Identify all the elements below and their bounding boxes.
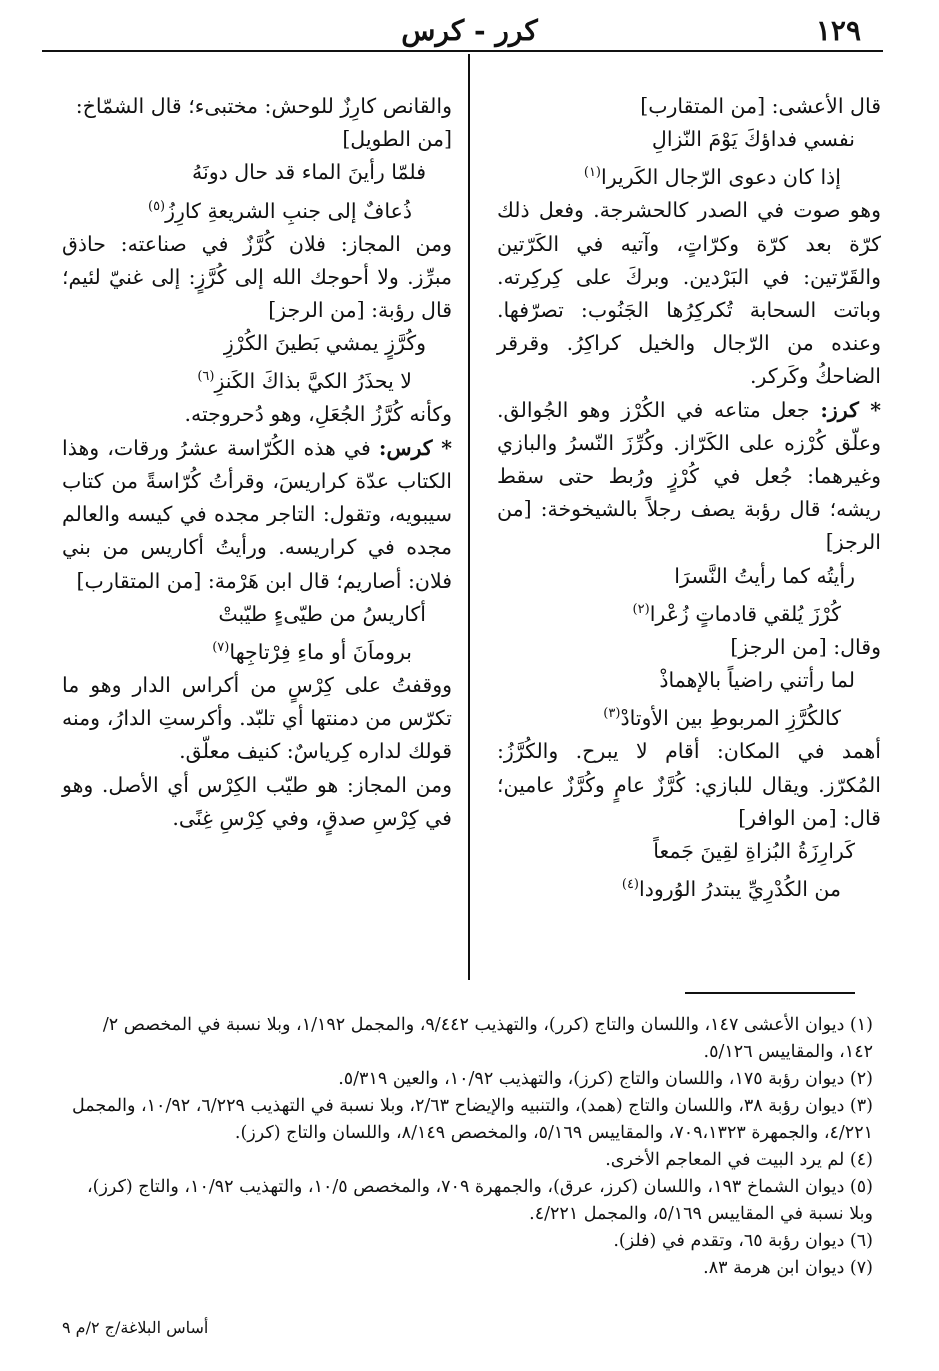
verse-text: إذا كان دعوى الرّجال الكَريرا [601, 165, 841, 190]
verse-line: رأيتُه كما رأيتُ النَّسرَا [674, 563, 855, 588]
page-title: كرر - كرس [401, 14, 538, 47]
verse-line [497, 697, 881, 735]
verse-line [497, 156, 881, 194]
left-column [62, 90, 452, 835]
footnote: (٧) ديوان ابن هرمة ٨٣. [703, 1258, 873, 1278]
footnotes [65, 1012, 873, 1282]
footnote: (٥) ديوان الشماخ ١٩٣، واللسان (كرز، عرق)، والجمهرة ٧٠٩، والمخصص ١٠/٥، والتهذيب ١٠/٩٢، والتاج (كرز)، وبلا نسبة في المقاييس ٥/١٦٩، والمجمل ٤/٢٢١. [86, 1177, 873, 1224]
verse-text: بروماَنَ أو ماءِ فِرْتاجِها [229, 639, 412, 664]
page-footer: أساس البلاغة/ج ٢/م ٩ [62, 1318, 209, 1337]
paragraph [62, 432, 452, 598]
footnote: (٤) لم يرد البيت في المعاجم الأخرى. [605, 1150, 873, 1170]
verse-line [497, 868, 881, 906]
footnote: (٣) ديوان رؤبة ٣٨، واللسان والتاج (همد)، والتنبيه والإيضاح ٢/٦٣، وبلا نسبة في التهذيب ٦/٢٢٩، ١٠/٩٢، والمجمل ٤/٢٢١، والجمهرة ٧٠٩،١٣٢٣، والمقاييس ٥/١٦٩، والمخصص ٨/١٤٩، واللسان والتاج (كرز). [72, 1096, 873, 1143]
verse-text: كالكُرَّزِ المربوطِ بين الأوتادْ [620, 706, 841, 731]
verse-text: ذُعافٌ إلى جنبِ الشريعةِ كارِزُ [165, 198, 412, 223]
verse-line: كَرارِزَةُ البُزاةِ لقِينَ جَمعاً [653, 838, 855, 863]
footnote-ref[interactable]: (٧) [212, 639, 230, 655]
footnote: (٢) ديوان رؤبة ١٧٥، واللسان والتاج (كرز)، والتهذيب ١٠/٩٢، والعين ٥/٣١٩. [338, 1069, 873, 1089]
right-column [497, 90, 881, 906]
paragraph: ومن المجاز: هو طيّب الكِرْس أي الأصل. وهو في كِرْسِ صدقٍ، وفي كِرْسِ غِنًى. [62, 772, 452, 830]
paragraph: ووقفتُ على كِرْسٍ من أكراس الدار وهو ما تكرّس من دمنتها أي تلبّد. وأكرستِ الدارُ، ومنه قولك لداره كِرياسٌ: كنيف معلّق. [62, 672, 452, 764]
verse-line: نفسي فداؤكَ يَوْمَ النّزالِ [651, 127, 855, 152]
footnote-ref[interactable]: (١) [583, 165, 601, 181]
footnote-ref[interactable]: (٣) [603, 706, 621, 722]
verse-line: أكاريسُ من طيّىءٍ طيّبتْ [218, 601, 426, 626]
paragraph: وهو صوت في الصدر كالحشرجة. وفعل ذلك كرّة بعد كرّة وكرّاتٍ، وآتيه في الكَرّتين والقَرّتين: في البَرْدين. وبركَ على كِركِرته. وباتت السحابة تُكركِرُها الجَنُوب: تصرّفها. وعنده من الرّجال والخيل كراكِرُ. وقرقر الضاحكُ وكَركر. [497, 198, 881, 389]
paragraph: ومن المجاز: فلان كُرَّزٌ في صناعته: حاذق مبرِّز. ولا أحوجك الله إلى كُرَّزٍ: إلى غنيّ لئيم؛ قال رؤبة: [من الرجز] [62, 231, 452, 323]
verse-line [497, 593, 881, 631]
footnote-ref[interactable]: (٤) [621, 877, 639, 893]
entry-text: جعل متاعه في الكُرْز وهو الجُوالق. وعلّق كُرْزه على الكَرّاز. وكُرِّزَ النّسرُ والبازي وغيرهما: جُعل في كُرْزٍ ورُبط حتى سقط ريشه؛ قال رؤبة يصف رجلاً بالشيخوخة: [من الرجز] [497, 397, 881, 555]
verse-line: فلمّا رأينَ الماء قد حال دونَهُ [192, 160, 426, 185]
verse-text: كُرْزَ يُلقي قادماتٍ زُعْرا [649, 601, 841, 626]
header-rule [42, 50, 883, 52]
line: [من الطويل] [342, 127, 452, 152]
line: وقال: [من الرجز] [730, 634, 881, 659]
verse-text: من الكُدْرِيِّ يبتدرُ الوُرودا [639, 876, 841, 901]
footnote: (٦) ديوان رؤبة ٦٥، وتقدم في (فلز). [613, 1231, 873, 1251]
footnote-ref[interactable]: (٥) [147, 198, 166, 214]
entry-headword: * كرز: [820, 397, 881, 422]
verse-line [62, 360, 452, 398]
footnote-ref[interactable]: (٦) [197, 369, 215, 385]
verse-line [62, 631, 452, 669]
footnote: (١) ديوان الأعشى ١٤٧، واللسان والتاج (كرر)، والتهذيب ٩/٤٤٢، والمجمل ١/١٩٢، وبلا نسبة في المخصص ٢/ ١٤٢، والمقاييس ٥/١٢٦. [102, 1015, 873, 1062]
entry-text: في هذه الكُرّاسة عشرُ ورقات، وهذا الكتاب عدّة كراريسَ، وقرأتُ كُرّاسةً من كتاب سيبويه، وتقول: التاجر مجده في كيسه والعالم مجده في كراريسه. ورأيتُ أكاريس من بني فلان: أصاريم؛ قال ابن هَرْمة: [من المتقارب] [62, 435, 452, 593]
page-header [40, 14, 899, 54]
paragraph: أهمد في المكان: أقام لا يبرح. والكُرَّزُ: المُكرّز. ويقال للبازي: كُرَّزٌ عامٍ وكُرَّزٌ عامين؛ قال: [من الوافر] [497, 739, 881, 830]
footnote-ref[interactable]: (٢) [632, 601, 650, 617]
entry-headword: * كرس: [378, 435, 452, 460]
footnote-rule [685, 992, 855, 994]
paragraph: والقانص كارِزٌ للوحش: مختبىء؛ قال الشمّاخ: [75, 94, 452, 118]
verse-line [62, 190, 452, 228]
line: قال الأعشى: [من المتقارب] [640, 94, 881, 118]
verse-line: لما رأتني راضياً بالإهماذْ [659, 668, 855, 693]
paragraph: وكأنه كُرَّزُ الجُعَلِ، وهو دُحروجته. [184, 402, 452, 427]
page-number: ١٢٩ [815, 14, 861, 47]
column-divider [468, 54, 470, 980]
verse-text: لا يحذَرُ الكيَّ بذاكَ الكَنزِ [214, 369, 412, 394]
verse-line: وكُرَّزٍ يمشي بَطينَ الكُرْزِ [223, 331, 426, 356]
paragraph [497, 394, 881, 560]
